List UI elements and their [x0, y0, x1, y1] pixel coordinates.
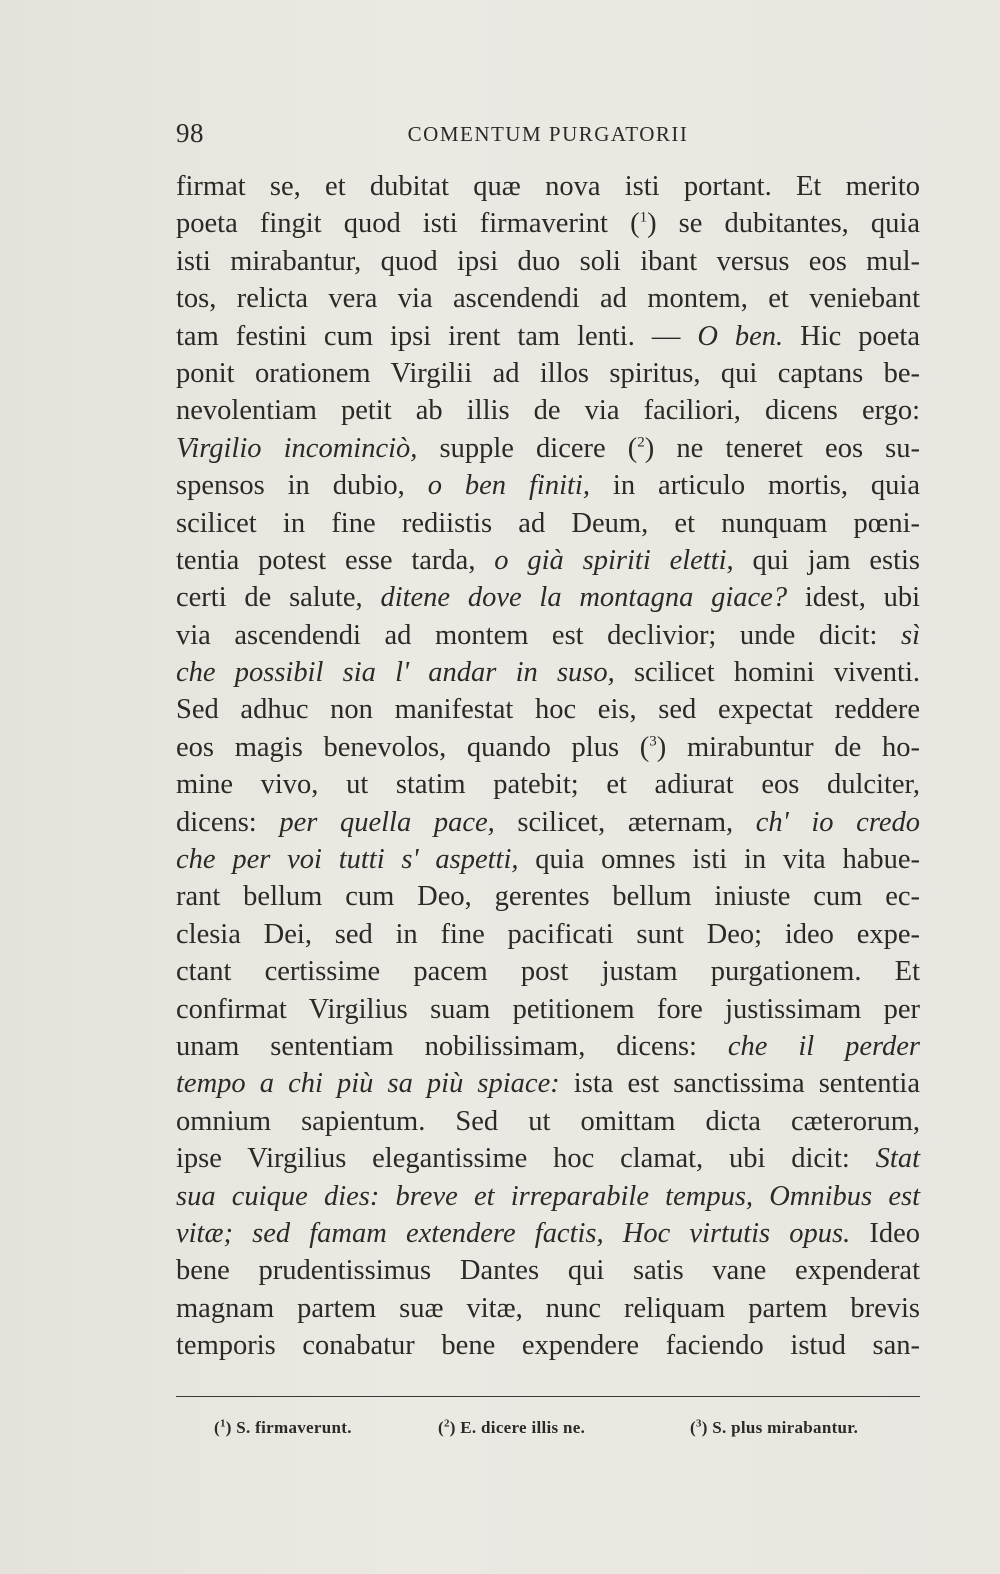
text-line [176, 243, 920, 280]
text-line [176, 1140, 920, 1177]
text-line [176, 841, 920, 878]
page-header [176, 118, 920, 152]
text-run: spensos in dubio, [176, 470, 428, 502]
text-line [176, 355, 920, 392]
text-run: scilicet in fine rediistis ad Deum, et nunquam pœni- [176, 507, 920, 539]
text-run: isti mirabantur, quod ipsi duo soli ibant versus eos mul- [176, 245, 920, 277]
italic-quote: per quella pace, [279, 806, 495, 838]
italic-quote: o già spiriti eletti, [494, 544, 734, 576]
text-run: quia omnes isti in vita habue- [518, 844, 920, 876]
text-line [176, 168, 920, 205]
text-line [176, 467, 920, 504]
text-run: magnam partem suæ vitæ, nunc reliquam partem brevis [176, 1292, 920, 1324]
text-run: eos magis benevolos, quando plus ( [176, 731, 650, 763]
text-run: nevolentiam petit ab illis de via faciliori, dicens ergo: [176, 395, 920, 427]
italic-quote: sua cuique dies: breve et irreparabile tempus, Omnibus est [176, 1180, 920, 1212]
text-line [176, 991, 920, 1028]
text-line [176, 1178, 920, 1215]
text-run: ) se dubitantes, quia [647, 208, 920, 240]
text-run: dicens: [176, 806, 280, 838]
text-run: ista est sanctissima sententia [559, 1068, 920, 1100]
italic-quote: che possibil sia l' andar in suso, [176, 657, 615, 689]
text-run: in articulo mortis, quia [589, 470, 920, 502]
text-run: confirmat Virgilius suam petitionem fore justissimam per [176, 993, 920, 1025]
italic-quote: ch' io credo [755, 806, 920, 838]
italic-quote: o ben finiti, [427, 470, 590, 502]
text-run: via ascendendi ad montem est declivior; unde dicit: [176, 619, 901, 651]
text-run: ) mirabuntur de ho- [656, 731, 920, 763]
page-number: 98 [176, 118, 204, 148]
text-run: idest, ubi [787, 582, 921, 614]
text-run: scilicet, æternam, [494, 806, 756, 838]
text-line [176, 280, 920, 317]
text-line [176, 617, 920, 654]
text-run: qui jam estis [733, 544, 920, 576]
italic-quote: tempo a chi più sa più spiace: [176, 1068, 560, 1100]
text-run: scilicet homini viventi. [614, 657, 920, 689]
text-run: poeta fingit quod isti firmaverint ( [176, 208, 640, 240]
text-run: unam sententiam nobilissimam, dicens: [176, 1030, 728, 1062]
text-run: ipse Virgilius elegantissime hoc clamat, ubi dicit: [176, 1143, 876, 1175]
text-run: Ideo [850, 1217, 920, 1249]
italic-quote: O ben. [697, 320, 784, 352]
text-run: tam festini cum ipsi irent tam lenti. — [176, 320, 698, 352]
text-line [176, 318, 920, 355]
italic-quote: sì [900, 619, 920, 651]
text-run: omnium sapientum. Sed ut omittam dicta cæterorum, [176, 1105, 920, 1137]
text-run: firmat se, et dubitat quæ nova isti portant. Et merito [176, 171, 920, 202]
text-run: Sed adhuc non manifestat hoc eis, sed expectat reddere [176, 694, 920, 726]
footnote-ref: 3 [649, 733, 657, 750]
text-line [176, 542, 920, 579]
text-run: Hic poeta [783, 320, 920, 352]
text-line [176, 804, 920, 841]
text-run: certi de salute, [176, 582, 381, 614]
footnote-ref: 1 [639, 209, 648, 226]
text-run: bene prudentissimus Dantes qui satis vane expenderat [176, 1255, 920, 1287]
italic-quote: che il perder [727, 1030, 920, 1062]
footnote-2: ($^2$) E. dicere illis ne. [438, 1417, 586, 1437]
text-run: tos, relicta vera via ascendendi ad montem, et veniebant [176, 283, 920, 315]
text-run: tentia potest esse tarda, [176, 544, 495, 576]
italic-quote: Virgilio incominciò, [176, 432, 418, 464]
text-line [176, 766, 920, 803]
text-line [176, 505, 920, 542]
text-run: rant bellum cum Deo, gerentes bellum iniuste cum ec- [176, 881, 920, 913]
text-line [176, 691, 920, 728]
text-run: ctant certissime pacem post justam purgationem. Et [176, 956, 920, 988]
text-line [176, 1028, 920, 1065]
text-line [176, 430, 920, 467]
text-line [176, 729, 920, 766]
body-text [176, 168, 920, 1365]
text-line [176, 953, 920, 990]
text-run: ponit orationem Virgilii ad illos spiritus, qui captans be- [176, 357, 920, 389]
text-run: mine vivo, ut statim patebit; et adiurat eos dulciter, [176, 769, 920, 801]
text-line [176, 1215, 920, 1252]
text-run: supple dicere ( [417, 432, 638, 464]
text-line [176, 1065, 920, 1102]
running-head: COMENTUM PURGATORII [407, 122, 689, 146]
text-line [176, 1252, 920, 1289]
text-line [176, 392, 920, 429]
text-line [176, 916, 920, 953]
italic-quote: che per voi tutti s' aspetti, [176, 844, 519, 876]
text-line [176, 1327, 920, 1364]
footnote-1: ($^1$) S. firmaverunt. [214, 1417, 352, 1437]
italic-quote: ditene dove la montagna giace? [380, 582, 788, 614]
text-run: ) ne teneret eos su- [644, 432, 920, 464]
footnote-3: ($^3$) S. plus mirabantur. [690, 1417, 859, 1437]
text-line [176, 579, 920, 616]
text-run: temporis conabatur bene expendere faciendo istud san- [176, 1330, 920, 1362]
footnote-ref: 2 [637, 434, 645, 451]
footnote-rule [176, 1396, 920, 1397]
text-run: clesia Dei, sed in fine pacificati sunt Deo; ideo expe- [176, 918, 920, 950]
text-line [176, 205, 920, 242]
italic-quote: vitæ; sed famam extendere factis, Hoc virtutis opus. [176, 1217, 851, 1249]
italic-quote: Stat [875, 1143, 920, 1175]
text-line [176, 1290, 920, 1327]
footnotes [176, 1418, 920, 1448]
text-line [176, 654, 920, 691]
text-line [176, 878, 920, 915]
text-line [176, 1103, 920, 1140]
